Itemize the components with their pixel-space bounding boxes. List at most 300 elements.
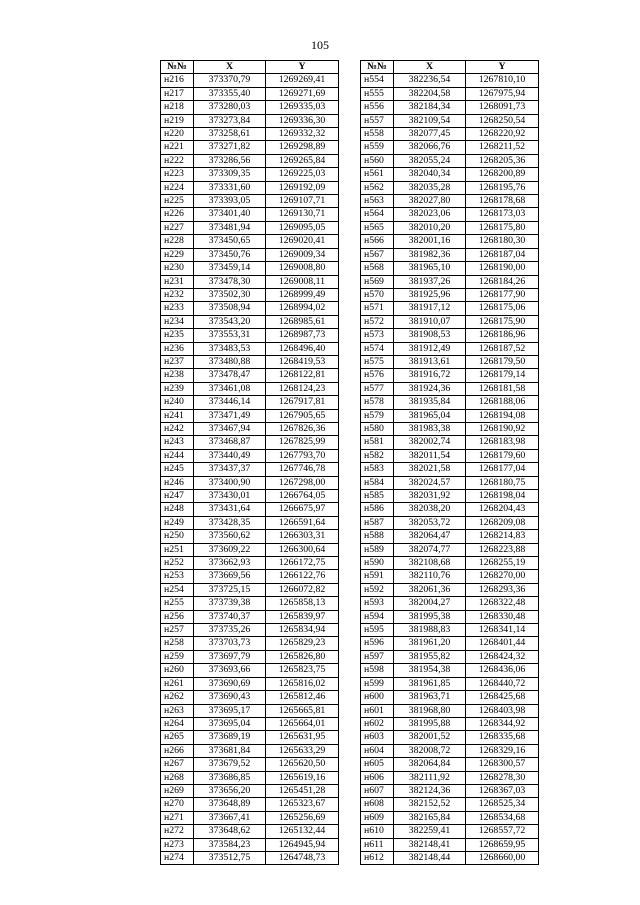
table-row bbox=[361, 288, 539, 301]
point-number-cell: н558 bbox=[361, 128, 394, 141]
table-row bbox=[361, 731, 539, 744]
point-number-cell: н230 bbox=[161, 262, 194, 275]
header-y: Y bbox=[266, 61, 339, 74]
table-row bbox=[161, 87, 339, 100]
x-cell: 373669,56 bbox=[194, 570, 266, 583]
x-cell: 373662,93 bbox=[194, 557, 266, 570]
point-number-cell: н272 bbox=[161, 825, 194, 838]
point-number-cell: н572 bbox=[361, 315, 394, 328]
point-number-cell: н562 bbox=[361, 181, 394, 194]
table-row bbox=[361, 717, 539, 730]
table-row bbox=[361, 329, 539, 342]
x-cell: 373286,56 bbox=[194, 154, 266, 167]
x-cell: 373693,66 bbox=[194, 664, 266, 677]
y-cell: 1269335,03 bbox=[266, 101, 339, 114]
table-row bbox=[361, 758, 539, 771]
page-number: 105 bbox=[311, 38, 329, 52]
point-number-cell: н244 bbox=[161, 449, 194, 462]
point-number-cell: н606 bbox=[361, 771, 394, 784]
x-cell: 381965,04 bbox=[394, 409, 466, 422]
y-cell: 1268341,14 bbox=[466, 624, 539, 637]
y-cell: 1268204,43 bbox=[466, 503, 539, 516]
table-row bbox=[361, 597, 539, 610]
x-cell: 373273,84 bbox=[194, 114, 266, 127]
y-cell: 1268440,72 bbox=[466, 677, 539, 690]
y-cell: 1268175,80 bbox=[466, 221, 539, 234]
x-cell: 381912,49 bbox=[394, 342, 466, 355]
point-number-cell: н571 bbox=[361, 302, 394, 315]
x-cell: 381917,12 bbox=[394, 302, 466, 315]
y-cell: 1269298,89 bbox=[266, 141, 339, 154]
point-number-cell: н249 bbox=[161, 516, 194, 529]
point-number-cell: н265 bbox=[161, 731, 194, 744]
point-number-cell: н601 bbox=[361, 704, 394, 717]
x-cell: 382184,34 bbox=[394, 101, 466, 114]
table-row bbox=[161, 530, 339, 543]
x-cell: 373437,37 bbox=[194, 463, 266, 476]
y-cell: 1268496,40 bbox=[266, 342, 339, 355]
table-row bbox=[161, 490, 339, 503]
table-row bbox=[161, 811, 339, 824]
x-cell: 373512,75 bbox=[194, 851, 266, 864]
point-number-cell: н580 bbox=[361, 422, 394, 435]
table-row bbox=[161, 825, 339, 838]
y-cell: 1264945,94 bbox=[266, 838, 339, 851]
point-number-cell: н575 bbox=[361, 355, 394, 368]
x-cell: 373450,65 bbox=[194, 235, 266, 248]
table-row bbox=[361, 181, 539, 194]
table-row bbox=[361, 650, 539, 663]
table-row bbox=[161, 436, 339, 449]
point-number-cell: н584 bbox=[361, 476, 394, 489]
table-row bbox=[361, 235, 539, 248]
table-header-row bbox=[161, 61, 339, 74]
x-cell: 382061,36 bbox=[394, 583, 466, 596]
x-cell: 373309,35 bbox=[194, 168, 266, 181]
point-number-cell: н238 bbox=[161, 369, 194, 382]
y-cell: 1268180,75 bbox=[466, 476, 539, 489]
x-cell: 381916,72 bbox=[394, 369, 466, 382]
y-cell: 1268659,95 bbox=[466, 838, 539, 851]
table-row bbox=[161, 664, 339, 677]
y-cell: 1268367,03 bbox=[466, 784, 539, 797]
y-cell: 1268278,30 bbox=[466, 771, 539, 784]
x-cell: 381908,53 bbox=[394, 329, 466, 342]
y-cell: 1265834,94 bbox=[266, 624, 339, 637]
x-cell: 373740,37 bbox=[194, 610, 266, 623]
point-number-cell: н239 bbox=[161, 382, 194, 395]
table-row bbox=[161, 355, 339, 368]
x-cell: 373467,94 bbox=[194, 422, 266, 435]
y-cell: 1269095,05 bbox=[266, 221, 339, 234]
point-number-cell: н223 bbox=[161, 168, 194, 181]
y-cell: 1269009,34 bbox=[266, 248, 339, 261]
table-row bbox=[361, 409, 539, 422]
point-number-cell: н243 bbox=[161, 436, 194, 449]
x-cell: 373400,90 bbox=[194, 476, 266, 489]
table-row bbox=[161, 342, 339, 355]
table-row bbox=[361, 422, 539, 435]
point-number-cell: н245 bbox=[161, 463, 194, 476]
y-cell: 1268173,03 bbox=[466, 208, 539, 221]
y-cell: 1264748,73 bbox=[266, 851, 339, 864]
table-row bbox=[161, 851, 339, 864]
point-number-cell: н248 bbox=[161, 503, 194, 516]
y-cell: 1267975,94 bbox=[466, 87, 539, 100]
point-number-cell: н561 bbox=[361, 168, 394, 181]
y-cell: 1268223,88 bbox=[466, 543, 539, 556]
table-row bbox=[161, 691, 339, 704]
y-cell: 1266675,97 bbox=[266, 503, 339, 516]
x-cell: 382064,47 bbox=[394, 530, 466, 543]
y-cell: 1265451,28 bbox=[266, 784, 339, 797]
y-cell: 1265839,97 bbox=[266, 610, 339, 623]
x-cell: 373459,14 bbox=[194, 262, 266, 275]
y-cell: 1269332,32 bbox=[266, 128, 339, 141]
y-cell: 1268205,36 bbox=[466, 154, 539, 167]
x-cell: 382055,24 bbox=[394, 154, 466, 167]
y-cell: 1266072,82 bbox=[266, 583, 339, 596]
table-row bbox=[161, 798, 339, 811]
table-row bbox=[361, 141, 539, 154]
x-cell: 382108,68 bbox=[394, 557, 466, 570]
point-number-cell: н568 bbox=[361, 262, 394, 275]
point-number-cell: н257 bbox=[161, 624, 194, 637]
point-number-cell: н560 bbox=[361, 154, 394, 167]
table-row bbox=[361, 557, 539, 570]
y-cell: 1268183,98 bbox=[466, 436, 539, 449]
table-row bbox=[161, 315, 339, 328]
x-cell: 382011,54 bbox=[394, 449, 466, 462]
point-number-cell: н240 bbox=[161, 396, 194, 409]
point-number-cell: н219 bbox=[161, 114, 194, 127]
point-number-cell: н578 bbox=[361, 396, 394, 409]
y-cell: 1269008,11 bbox=[266, 275, 339, 288]
x-cell: 381910,07 bbox=[394, 315, 466, 328]
x-cell: 381954,38 bbox=[394, 664, 466, 677]
y-cell: 1268987,73 bbox=[266, 329, 339, 342]
point-number-cell: н235 bbox=[161, 329, 194, 342]
table-row bbox=[161, 704, 339, 717]
table-row bbox=[361, 101, 539, 114]
y-cell: 1267810,10 bbox=[466, 74, 539, 87]
point-number-cell: н259 bbox=[161, 650, 194, 663]
y-cell: 1265665,81 bbox=[266, 704, 339, 717]
table-row bbox=[161, 838, 339, 851]
x-cell: 373280,03 bbox=[194, 101, 266, 114]
table-row bbox=[361, 851, 539, 864]
x-cell: 382031,92 bbox=[394, 490, 466, 503]
y-cell: 1265812,46 bbox=[266, 691, 339, 704]
table-row bbox=[161, 141, 339, 154]
y-cell: 1269269,41 bbox=[266, 74, 339, 87]
point-number-cell: н595 bbox=[361, 624, 394, 637]
y-cell: 1265826,80 bbox=[266, 650, 339, 663]
y-cell: 1268187,52 bbox=[466, 342, 539, 355]
y-cell: 1268424,32 bbox=[466, 650, 539, 663]
x-cell: 373393,05 bbox=[194, 195, 266, 208]
point-number-cell: н583 bbox=[361, 463, 394, 476]
table-row bbox=[161, 784, 339, 797]
point-number-cell: н224 bbox=[161, 181, 194, 194]
table-row bbox=[361, 275, 539, 288]
y-cell: 1268195,76 bbox=[466, 181, 539, 194]
table-row bbox=[161, 744, 339, 757]
point-number-cell: н234 bbox=[161, 315, 194, 328]
table-row bbox=[161, 262, 339, 275]
x-cell: 373431,64 bbox=[194, 503, 266, 516]
table-row bbox=[361, 543, 539, 556]
table-row bbox=[161, 650, 339, 663]
x-cell: 381995,88 bbox=[394, 717, 466, 730]
x-cell: 373560,62 bbox=[194, 530, 266, 543]
point-number-cell: н220 bbox=[161, 128, 194, 141]
x-cell: 373508,94 bbox=[194, 302, 266, 315]
point-number-cell: н554 bbox=[361, 74, 394, 87]
point-number-cell: н226 bbox=[161, 208, 194, 221]
point-number-cell: н260 bbox=[161, 664, 194, 677]
point-number-cell: н228 bbox=[161, 235, 194, 248]
y-cell: 1267825,99 bbox=[266, 436, 339, 449]
table-row bbox=[161, 597, 339, 610]
table-row bbox=[161, 248, 339, 261]
table-row bbox=[161, 516, 339, 529]
point-number-cell: н593 bbox=[361, 597, 394, 610]
table-header-row bbox=[361, 61, 539, 74]
point-number-cell: н246 bbox=[161, 476, 194, 489]
point-number-cell: н567 bbox=[361, 248, 394, 261]
x-cell: 373480,88 bbox=[194, 355, 266, 368]
x-cell: 373502,30 bbox=[194, 288, 266, 301]
y-cell: 1268985,61 bbox=[266, 315, 339, 328]
y-cell: 1268270,00 bbox=[466, 570, 539, 583]
y-cell: 1268300,57 bbox=[466, 758, 539, 771]
x-cell: 381925,96 bbox=[394, 288, 466, 301]
point-number-cell: н607 bbox=[361, 784, 394, 797]
x-cell: 382040,34 bbox=[394, 168, 466, 181]
point-number-cell: н588 bbox=[361, 530, 394, 543]
point-number-cell: н602 bbox=[361, 717, 394, 730]
table-row bbox=[161, 74, 339, 87]
point-number-cell: н268 bbox=[161, 771, 194, 784]
header-y: Y bbox=[466, 61, 539, 74]
y-cell: 1268200,89 bbox=[466, 168, 539, 181]
y-cell: 1268091,73 bbox=[466, 101, 539, 114]
x-cell: 373430,01 bbox=[194, 490, 266, 503]
x-cell: 382021,58 bbox=[394, 463, 466, 476]
point-number-cell: н563 bbox=[361, 195, 394, 208]
table-row bbox=[361, 87, 539, 100]
table-row bbox=[361, 168, 539, 181]
y-cell: 1268198,04 bbox=[466, 490, 539, 503]
table-row bbox=[161, 275, 339, 288]
y-cell: 1268179,60 bbox=[466, 449, 539, 462]
table-row bbox=[161, 288, 339, 301]
table-row bbox=[361, 248, 539, 261]
y-cell: 1265323,67 bbox=[266, 798, 339, 811]
point-number-cell: н237 bbox=[161, 355, 194, 368]
x-cell: 382024,57 bbox=[394, 476, 466, 489]
x-cell: 373609,22 bbox=[194, 543, 266, 556]
point-number-cell: н262 bbox=[161, 691, 194, 704]
y-cell: 1268184,26 bbox=[466, 275, 539, 288]
y-cell: 1268179,50 bbox=[466, 355, 539, 368]
point-number-cell: н594 bbox=[361, 610, 394, 623]
table-row bbox=[161, 557, 339, 570]
x-cell: 373656,20 bbox=[194, 784, 266, 797]
point-number-cell: н256 bbox=[161, 610, 194, 623]
point-number-cell: н242 bbox=[161, 422, 194, 435]
table-row bbox=[361, 771, 539, 784]
x-cell: 373271,82 bbox=[194, 141, 266, 154]
point-number-cell: н271 bbox=[161, 811, 194, 824]
point-number-cell: н269 bbox=[161, 784, 194, 797]
x-cell: 373695,04 bbox=[194, 717, 266, 730]
x-cell: 373679,52 bbox=[194, 758, 266, 771]
table-row bbox=[161, 422, 339, 435]
point-number-cell: н612 bbox=[361, 851, 394, 864]
table-row bbox=[161, 128, 339, 141]
x-cell: 381961,85 bbox=[394, 677, 466, 690]
x-cell: 382109,54 bbox=[394, 114, 466, 127]
point-number-cell: н266 bbox=[161, 744, 194, 757]
point-number-cell: н273 bbox=[161, 838, 194, 851]
point-number-cell: н611 bbox=[361, 838, 394, 851]
x-cell: 373739,38 bbox=[194, 597, 266, 610]
table-row bbox=[361, 825, 539, 838]
y-cell: 1266764,05 bbox=[266, 490, 339, 503]
table-row bbox=[361, 516, 539, 529]
table-row bbox=[361, 128, 539, 141]
y-cell: 1268250,54 bbox=[466, 114, 539, 127]
y-cell: 1269130,71 bbox=[266, 208, 339, 221]
table-row bbox=[361, 315, 539, 328]
x-cell: 382077,45 bbox=[394, 128, 466, 141]
x-cell: 373428,35 bbox=[194, 516, 266, 529]
table-row bbox=[161, 235, 339, 248]
y-cell: 1268994,02 bbox=[266, 302, 339, 315]
x-cell: 381983,38 bbox=[394, 422, 466, 435]
x-cell: 382038,20 bbox=[394, 503, 466, 516]
x-cell: 381955,82 bbox=[394, 650, 466, 663]
x-cell: 373478,47 bbox=[194, 369, 266, 382]
point-number-cell: н267 bbox=[161, 758, 194, 771]
point-number-cell: н227 bbox=[161, 221, 194, 234]
y-cell: 1266300,64 bbox=[266, 543, 339, 556]
x-cell: 381995,38 bbox=[394, 610, 466, 623]
table-row bbox=[161, 114, 339, 127]
x-cell: 381963,71 bbox=[394, 691, 466, 704]
x-cell: 382001,52 bbox=[394, 731, 466, 744]
point-number-cell: н577 bbox=[361, 382, 394, 395]
y-cell: 1268179,14 bbox=[466, 369, 539, 382]
point-number-cell: н609 bbox=[361, 811, 394, 824]
y-cell: 1268194,08 bbox=[466, 409, 539, 422]
x-cell: 382074,77 bbox=[394, 543, 466, 556]
point-number-cell: н599 bbox=[361, 677, 394, 690]
table-row bbox=[161, 449, 339, 462]
x-cell: 382111,92 bbox=[394, 771, 466, 784]
x-cell: 373461,08 bbox=[194, 382, 266, 395]
point-number-cell: н576 bbox=[361, 369, 394, 382]
y-cell: 1267793,70 bbox=[266, 449, 339, 462]
x-cell: 382035,28 bbox=[394, 181, 466, 194]
point-number-cell: н605 bbox=[361, 758, 394, 771]
point-number-cell: н557 bbox=[361, 114, 394, 127]
point-number-cell: н579 bbox=[361, 409, 394, 422]
y-cell: 1268322,48 bbox=[466, 597, 539, 610]
y-cell: 1268177,90 bbox=[466, 288, 539, 301]
point-number-cell: н574 bbox=[361, 342, 394, 355]
x-cell: 381968,80 bbox=[394, 704, 466, 717]
point-number-cell: н600 bbox=[361, 691, 394, 704]
y-cell: 1268190,00 bbox=[466, 262, 539, 275]
table-row bbox=[361, 396, 539, 409]
table-row bbox=[161, 637, 339, 650]
table-row bbox=[361, 744, 539, 757]
x-cell: 373553,31 bbox=[194, 329, 266, 342]
x-cell: 373478,30 bbox=[194, 275, 266, 288]
table-row bbox=[361, 195, 539, 208]
x-cell: 382110,76 bbox=[394, 570, 466, 583]
y-cell: 1268419,53 bbox=[266, 355, 339, 368]
y-cell: 1268124,23 bbox=[266, 382, 339, 395]
header-x: X bbox=[194, 61, 266, 74]
point-number-cell: н270 bbox=[161, 798, 194, 811]
coordinates-table-left bbox=[160, 60, 339, 865]
point-number-cell: н264 bbox=[161, 717, 194, 730]
point-number-cell: н582 bbox=[361, 449, 394, 462]
x-cell: 382204,58 bbox=[394, 87, 466, 100]
table-row bbox=[161, 624, 339, 637]
table-row bbox=[161, 731, 339, 744]
point-number-cell: н608 bbox=[361, 798, 394, 811]
point-number-cell: н231 bbox=[161, 275, 194, 288]
y-cell: 1268186,96 bbox=[466, 329, 539, 342]
y-cell: 1267746,78 bbox=[266, 463, 339, 476]
point-number-cell: н252 bbox=[161, 557, 194, 570]
point-number-cell: н555 bbox=[361, 87, 394, 100]
y-cell: 1268220,92 bbox=[466, 128, 539, 141]
y-cell: 1268175,90 bbox=[466, 315, 539, 328]
y-cell: 1267826,36 bbox=[266, 422, 339, 435]
x-cell: 373697,79 bbox=[194, 650, 266, 663]
x-cell: 382023,06 bbox=[394, 208, 466, 221]
y-cell: 1268190,92 bbox=[466, 422, 539, 435]
x-cell: 373446,14 bbox=[194, 396, 266, 409]
x-cell: 373471,49 bbox=[194, 409, 266, 422]
x-cell: 382152,52 bbox=[394, 798, 466, 811]
y-cell: 1268293,36 bbox=[466, 583, 539, 596]
x-cell: 382259,41 bbox=[394, 825, 466, 838]
y-cell: 1265858,13 bbox=[266, 597, 339, 610]
table-row bbox=[161, 369, 339, 382]
table-row bbox=[161, 610, 339, 623]
point-number-cell: н250 bbox=[161, 530, 194, 543]
y-cell: 1265620,50 bbox=[266, 758, 339, 771]
x-cell: 382124,36 bbox=[394, 784, 466, 797]
y-cell: 1269008,80 bbox=[266, 262, 339, 275]
y-cell: 1265256,69 bbox=[266, 811, 339, 824]
table-row bbox=[361, 704, 539, 717]
table-row bbox=[361, 449, 539, 462]
table-row bbox=[361, 838, 539, 851]
table-row bbox=[161, 476, 339, 489]
x-cell: 373450,76 bbox=[194, 248, 266, 261]
table-row bbox=[361, 784, 539, 797]
x-cell: 382008,72 bbox=[394, 744, 466, 757]
point-number-cell: н255 bbox=[161, 597, 194, 610]
